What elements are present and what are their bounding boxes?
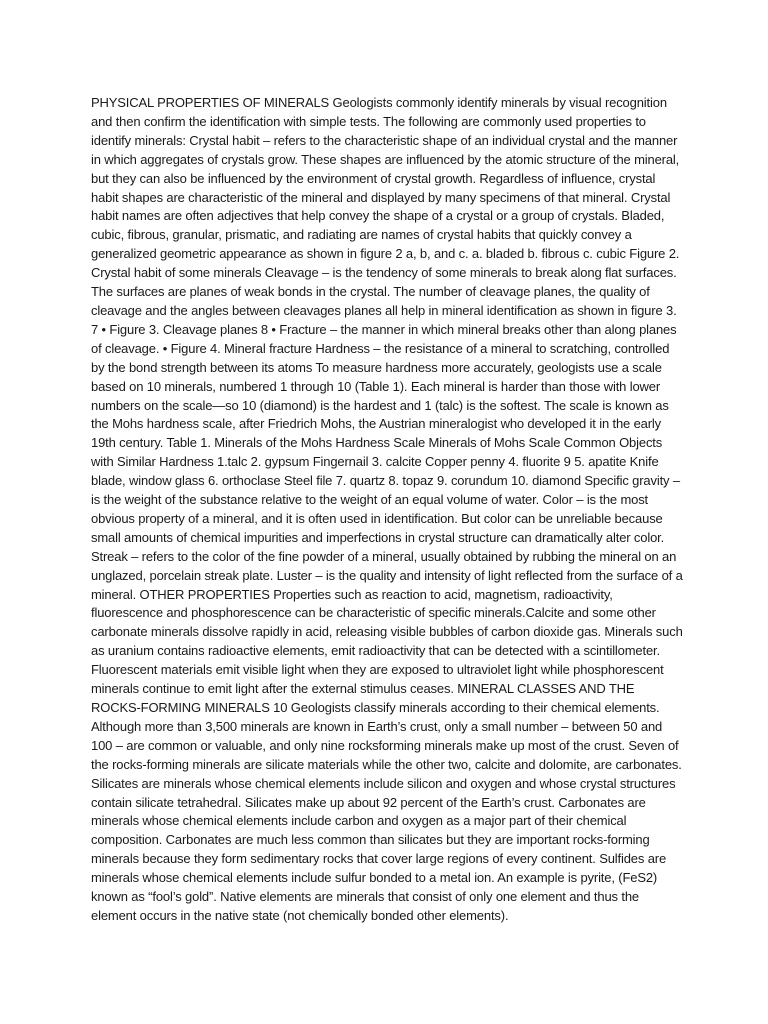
body-text: PHYSICAL PROPERTIES OF MINERALS Geologists commonly identify minerals by visual recognition and then confirm the identification with simple tests. The following are commonly used properties to identify minerals: Crystal habit – refers to the characteristic shape of an individual crystal and the manner in which aggregates of crystals grow. These shapes are influenced by the atomic structure of the mineral, but they can also be influenced by the environment of crystal growth. Regardless of influence, crystal habit shapes are characteristic of the mineral and displayed by many specimens of that mineral. Crystal habit names are often adjectives that help convey the shape of a crystal or a group of crystals. Bladed, cubic, fibrous, granular, prismatic, and radiating are names of crystal habits that quickly convey a generalized geometric appearance as shown in figure 2 a, b, and c. a. bladed b. fibrous c. cubic Figure 2. Crystal habit of some minerals Cleavage – is the tendency of some minerals to break along flat surfaces. The surfaces are planes of weak bonds in the crystal. The number of cleavage planes, the quality of cleavage and the angles between cleavages planes all help in mineral identification as shown in figure 3. 7 • Figure 3. Cleavage planes 8 • Fracture – the manner in which mineral breaks other than along planes of cleavage. • Figure 4. Mineral fracture Hardness – the resistance of a mineral to scratching, controlled by the bond strength between its atoms To measure hardness more accurately, geologists use a scale based on 10 minerals, numbered 1 through 10 (Table 1). Each mineral is harder than those with lower numbers on the scale—so 10 (diamond) is the hardest and 1 (talc) is the softest. The scale is known as the Mohs hardness scale, after Friedrich Mohs, the Austrian mineralogist who developed it in the early 19th century. Table 1. Minerals of the Mohs Hardness Scale Minerals of Mohs Scale Common Objects with Similar Hardness 1.talc 2. gypsum Fingernail 3. calcite Copper penny 4. fluorite 9 5. apatite Knife blade, window glass 6. orthoclase Steel file 7. quartz 8. topaz 9. corundum 10. diamond Specific gravity – is the weight of the substance relative to the weight of an equal volume of water. Color – is the most obvious property of a mineral, and it is often used in identification. But color can be unreliable because small amounts of chemical impurities and imperfections in crystal structure can dramatically alter color. Streak – refers to the color of the fine powder of a mineral, usually obtained by rubbing the mineral on an unglazed, porcelain streak plate. Luster – is the quality and intensity of light reflected from the surface of a mineral. OTHER PROPERTIES Properties such as reaction to acid, magnetism, radioactivity, fluorescence and phosphorescence can be characteristic of specific minerals.Calcite and some other carbonate minerals dissolve rapidly in acid, releasing visible bubbles of carbon dioxide gas. Minerals such as uranium contains radioactive elements, emit radioactivity that can be detected with a scintillometer. Fluorescent materials emit visible light when they are exposed to ultraviolet light while phosphorescent minerals continue to emit light after the external stimulus ceases. MINERAL CLASSES AND THE ROCKS-FORMING MINERALS 10 Geologists classify minerals according to their chemical elements. Although more than 3,500 minerals are known in Earth’s crust, only a small number – between 50 and 100 – are common or valuable, and only nine rocksforming minerals make up most of the crust. Seven of the rocks-forming minerals are silicate materials while the other two, calcite and dolomite, are carbonates. Silicates are minerals whose chemical elements include silicon and oxygen and whose crystal structures contain silicate tetrahedral. Silicates make up about 92 percent of the Earth’s crust. Carbonates are minerals whose chemical elements include carbon and oxygen as a major part of their chemical composition. Carbonates are much less common than silicates but they are important rocks-forming minerals because they form sedimentary rocks that cover large regions of every continent. Sulfides are minerals whose chemical elements include sulfur bonded to a metal ion. An example is pyrite, (FeS2) known as “fool’s gold”. Native elements are minerals that consist of only one element and thus the element occurs in the native state (not chemically bonded other elements). xyxy=(91,95,683,923)
